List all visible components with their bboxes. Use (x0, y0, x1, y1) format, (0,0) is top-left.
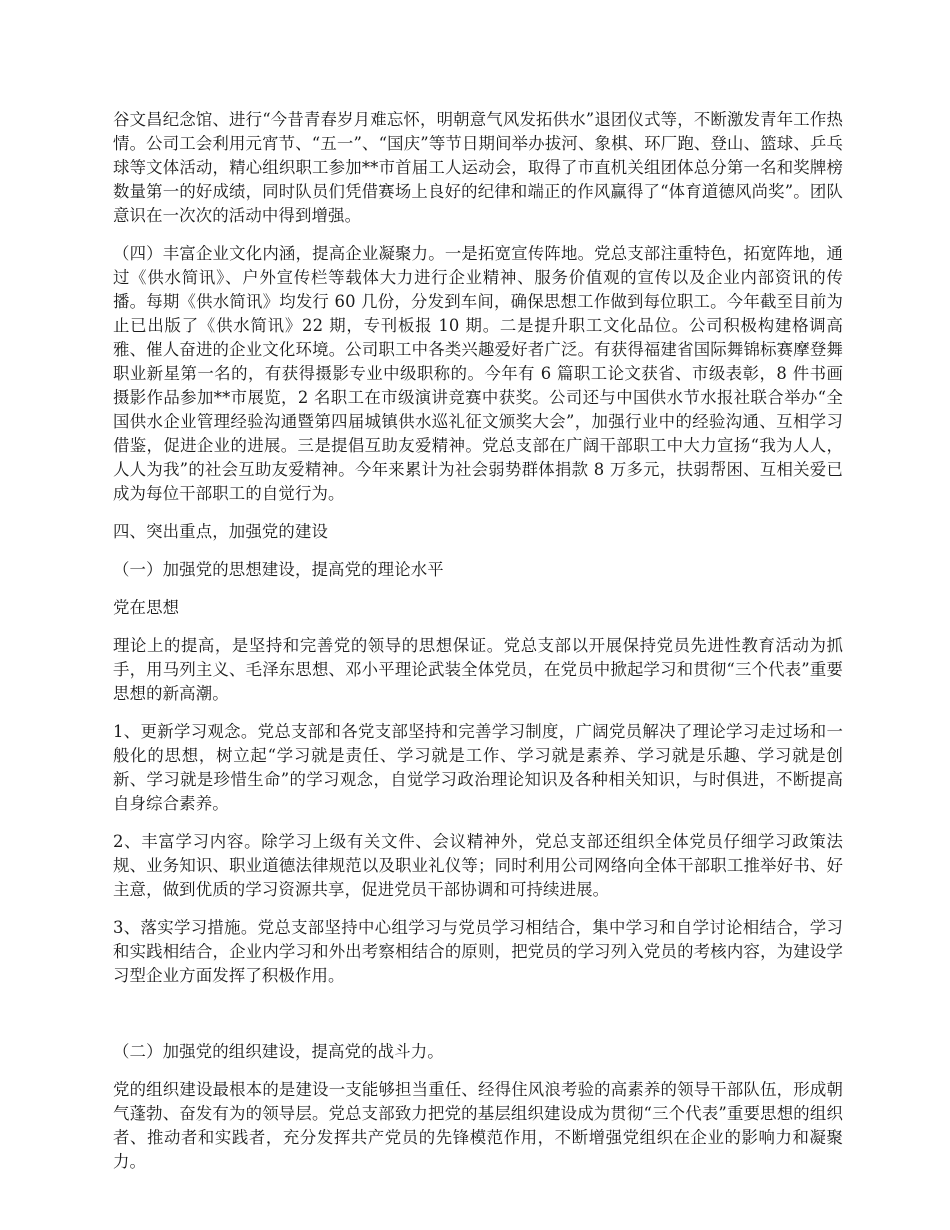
list-item-learning-measures: 3、落实学习措施。党总支部坚持中心组学习与党员学习相结合，集中学习和自学讨论相结合，学习和实践相结合，企业内学习和外出考察相结合的原则，把党员的学习列入党员的考核内容，为建设学习型企业方面发挥了积极作用。 (113, 918, 843, 985)
section-heading-party-building: 四、突出重点，加强党的建设 (113, 522, 329, 541)
subsection-heading-organization: （二）加强党的组织建设，提高党的战斗力。 (113, 1042, 444, 1061)
paragraph-culture: （四）丰富企业文化内涵，提高企业凝聚力。一是拓宽宣传阵地。党总支部注重特色，拓宽阵地，通过《供水简讯》、户外宣传栏等载体大力进行企业精神、服务价值观的宣传以及企业内部资讯的传播。每期《供水简讯》均发行 60 几份，分发到车间，确保思想工作做到每位职工。今年截至目前为止已出版了《供水简讯》22 期，专刊板报 10 期。二是提升职工文化品位。公司积极构建格调高雅、催人奋进的企业文化环境。公司职工中各类兴趣爱好者广泛。有获得福建省国际舞锦标赛摩登舞职业新星第一名的，有获得摄影专业中级职称的。今年有 6 篇职工论文获省、市级表彰，8 件书画摄影作品参加**市展览，2 名职工在市级演讲竞赛中获奖。公司还与中国供水节水报社联合举办“全国供水企业管理经验沟通暨第四届城镇供水巡礼征文颁奖大会”，加强行业中的经验沟通、互相学习借鉴，促进企业的进展。三是提倡互助友爱精神。党总支部在广阔干部职工中大力宣扬“我为人人，人人为我”的社会互助友爱精神。今年来累计为社会弱势群体捐款 8 万多元，扶弱帮困、互相关爱已成为每位干部职工的自觉行为。 (113, 244, 843, 503)
paragraph-activities: 谷文昌纪念馆、进行“今昔青春岁月难忘怀，明朝意气风发拓供水”退团仪式等，不断激发青年工作热情。公司工会利用元宵节、“五一”、“国庆”等节日期间举办拔河、象棋、环厂跑、登山、篮球、乒乓球等文体活动，精心组织职工参加**市首届工人运动会，取得了市直机关组团体总分第一名和奖牌榜数量第一的好成绩，同时队员们凭借赛场上良好的纪律和端正的作风赢得了“体育道德风尚奖”。团队意识在一次次的活动中得到增强。 (113, 110, 843, 225)
list-item-learning-content: 2、丰富学习内容。除学习上级有关文件、会议精神外，党总支部还组织全体党员仔细学习政策法规、业务知识、职业道德法律规范以及职业礼仪等；同时利用公司网络向全体干部职工推举好书、好主意，做到优质的学习资源共享，促进党员干部协调和可持续进展。 (113, 832, 843, 899)
paragraph-organization: 党的组织建设最根本的是建设一支能够担当重任、经得住风浪考验的高素养的领导干部队伍，形成朝气蓬勃、奋发有为的领导层。党总支部致力把党的基层组织建设成为贯彻“三个代表”重要思想的组织者、推动者和实践者，充分发挥共产党员的先锋模范作用，不断增强党组织在企业的影响力和凝聚力。 (113, 1080, 843, 1171)
list-item-learning-concept: 1、更新学习观念。党总支部和各党支部坚持和完善学习制度，广阔党员解决了理论学习走过场和一般化的思想，树立起“学习就是责任、学习就是工作、学习就是素养、学习就是乐趣、学习就是创新、学习就是珍惜生命”的学习观念，自觉学习政治理论知识及各种相关知识，与时俱进，不断提高自身综合素养。 (113, 722, 843, 813)
paragraph-theory: 理论上的提高，是坚持和完善党的领导的思想保证。党总支部以开展保持党员先进性教育活动为抓手，用马列主义、毛泽东思想、邓小平理论武装全体党员，在党员中掀起学习和贯彻“三个代表”重要思想的新高潮。 (113, 636, 843, 703)
subsection-heading-ideology: （一）加强党的思想建设，提高党的理论水平 (113, 560, 444, 579)
document-body (113, 108, 843, 1188)
paragraph-fragment: 党在思想 (113, 598, 180, 617)
blank-gap (113, 1002, 843, 1040)
